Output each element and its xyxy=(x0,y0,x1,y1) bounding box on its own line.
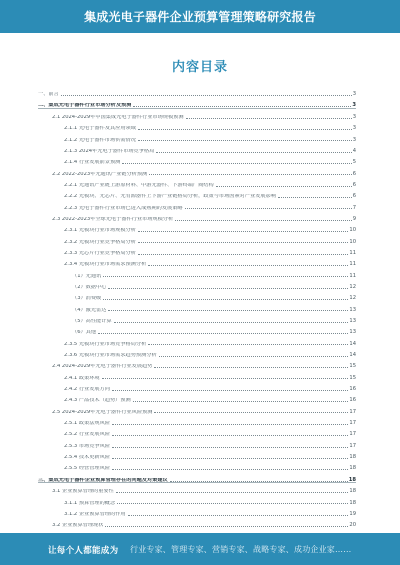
toc-entry[interactable] xyxy=(38,460,356,471)
toc-entry-page: 19 xyxy=(349,510,356,517)
toc-entry[interactable] xyxy=(38,120,356,131)
toc-entry-label: 2.1.1 光电子器件及其应用领域 xyxy=(64,126,136,132)
toc-entry-page: 4 xyxy=(352,147,356,154)
toc-leader-dots xyxy=(112,390,348,391)
toc-leader-dots xyxy=(122,163,351,164)
toc-entry-label: 一、前言 xyxy=(38,92,59,98)
toc-entry-page: 14 xyxy=(349,352,356,359)
toc-entry-label: （6）其他 xyxy=(72,330,97,336)
toc-entry-label: （1）光通讯 xyxy=(72,273,102,279)
toc-entry-page: 3 xyxy=(352,91,356,98)
toc-entry[interactable] xyxy=(38,370,356,381)
toc-leader-dots xyxy=(185,208,352,209)
toc-entry-label: （3）消费级 xyxy=(72,296,102,302)
toc-entry[interactable] xyxy=(38,494,356,505)
toc-entry[interactable] xyxy=(38,313,356,324)
toc-entry-page: 16 xyxy=(349,397,356,404)
toc-entry-label: 3.2 企业预算管理现状 xyxy=(52,523,104,529)
toc-entry-page: 18 xyxy=(349,465,356,472)
toc-entry-label: 2.4 2024-2029年光电子器件行业发展趋势 xyxy=(52,364,153,370)
toc-leader-dots xyxy=(112,424,348,425)
toc-entry[interactable] xyxy=(38,483,356,494)
toc-entry-page: 13 xyxy=(349,306,356,313)
toc-entry[interactable] xyxy=(38,381,356,392)
toc-entry-page: 20 xyxy=(349,522,356,529)
toc-entry-label: 2.3.2 光模块行业竞争格局分析 xyxy=(64,239,136,245)
toc-entry-page: 3 xyxy=(352,102,356,109)
toc-leader-dots xyxy=(216,186,352,187)
toc-leader-dots xyxy=(148,344,348,345)
toc-leader-dots xyxy=(156,152,351,153)
toc-entry[interactable] xyxy=(38,256,356,267)
toc-entry[interactable] xyxy=(38,347,356,358)
toc-leader-dots xyxy=(102,378,349,379)
toc-entry-page: 18 xyxy=(349,454,356,461)
toc-entry-page: 3 xyxy=(352,125,356,132)
toc-entry[interactable] xyxy=(38,143,356,154)
toc-entry-page: 15 xyxy=(349,374,356,381)
toc-entry-page: 10 xyxy=(349,238,356,245)
toc-entry-page: 17 xyxy=(349,408,356,415)
toc-entry-page: 6 xyxy=(352,193,356,200)
toc-leader-dots xyxy=(138,129,352,130)
toc-entry-page: 17 xyxy=(349,420,356,427)
report-header xyxy=(0,0,400,33)
toc-entry[interactable] xyxy=(38,449,356,460)
toc-entry-label: 3.1.1 预算管理的概念 xyxy=(64,500,116,506)
toc-leader-dots xyxy=(138,231,348,232)
toc-leader-dots xyxy=(154,412,348,413)
toc-entry-page: 18 xyxy=(349,499,356,506)
toc-entry-label: （2）数据中心 xyxy=(72,284,107,290)
toc-entry[interactable] xyxy=(38,426,356,437)
toc-entry-page: 14 xyxy=(349,340,356,347)
table-of-contents xyxy=(38,86,356,528)
toc-entry-label: 2.3.3 光芯片行业竞争格局分析 xyxy=(64,250,136,256)
toc-entry[interactable] xyxy=(38,188,356,199)
toc-leader-dots xyxy=(105,526,348,527)
toc-entry[interactable] xyxy=(38,86,356,97)
toc-entry[interactable] xyxy=(38,404,356,415)
toc-entry-page: 12 xyxy=(349,283,356,290)
toc-entry-label: 2.5.1 政策法规风险 xyxy=(64,421,110,427)
toc-entry-page: 11 xyxy=(349,261,356,268)
toc-entry-label: 三、集成光电子器件企业预算管理存在的问题及对策建议 xyxy=(38,477,168,483)
toc-leader-dots xyxy=(117,503,348,504)
report-footer xyxy=(0,533,400,565)
toc-leader-dots xyxy=(116,492,349,493)
toc-leader-dots xyxy=(61,95,352,96)
toc-entry[interactable] xyxy=(38,336,356,347)
toc-heading: 内容目录 xyxy=(171,60,228,75)
toc-entry-label: 2.5.3 市场竞争风险 xyxy=(64,443,110,449)
toc-entry[interactable] xyxy=(38,517,356,528)
toc-entry-label: 2.3.5 光模块行业市场竞争格局分析 xyxy=(64,341,147,347)
toc-entry-label: 3.1 企业预算管理的重要性 xyxy=(52,489,114,495)
toc-entry-label: 2.4.2 行业发展方向 xyxy=(64,387,110,393)
toc-entry[interactable] xyxy=(38,506,356,517)
toc-entry-label: 2.1.4 行业发展前景预测 xyxy=(64,160,121,166)
toc-leader-dots xyxy=(148,265,348,266)
toc-entry-label: 2.4.3 产品技术（趋势）预测 xyxy=(64,398,131,404)
toc-leader-dots xyxy=(186,118,352,119)
toc-entry-page: 13 xyxy=(349,329,356,336)
toc-entry-page: 15 xyxy=(349,363,356,370)
toc-entry-page: 10 xyxy=(349,227,356,234)
toc-entry[interactable] xyxy=(38,302,356,313)
toc-entry-label: 2.1.2 光电子器件市场供需情况 xyxy=(64,137,136,143)
toc-entry-page: 16 xyxy=(349,386,356,393)
toc-leader-dots xyxy=(175,220,352,221)
toc-entry-page: 3 xyxy=(352,136,356,143)
toc-entry-page: 7 xyxy=(352,204,356,211)
toc-entry-label: 2.1 2024-2029年中国集成光电子器件行业市场规模预测 xyxy=(52,114,184,120)
toc-leader-dots xyxy=(112,435,348,436)
toc-leader-dots xyxy=(138,140,352,141)
toc-entry-label: 3.1.2 企业预算管理的作用 xyxy=(64,511,126,517)
toc-entry-label: 2.3.4 光模块行业市场需求预测分析 xyxy=(64,262,147,268)
toc-entry-label: 2.2.2 光模块、光芯片、光有源器件上下游产业链格局分析，政策与市场因素对产业发展影响 xyxy=(64,194,276,200)
toc-leader-dots xyxy=(278,197,352,198)
toc-entry-page: 17 xyxy=(349,442,356,449)
toc-leader-dots xyxy=(108,288,348,289)
toc-leader-dots xyxy=(98,333,348,334)
toc-entry[interactable] xyxy=(38,245,356,256)
toc-entry[interactable] xyxy=(38,177,356,188)
footer-tagline: 行业专家、管理专家、营销专家、战略专家、成功企业家…… xyxy=(130,545,352,554)
toc-entry-page: 18 xyxy=(349,488,356,495)
toc-leader-dots xyxy=(114,322,349,323)
toc-leader-dots xyxy=(149,174,351,175)
toc-entry[interactable] xyxy=(38,211,356,222)
toc-entry-label: （5）高性能计算 xyxy=(72,319,112,325)
toc-entry-page: 17 xyxy=(349,431,356,438)
toc-entry[interactable] xyxy=(38,97,356,108)
toc-leader-dots xyxy=(133,401,349,402)
toc-entry[interactable] xyxy=(38,199,356,210)
toc-entry[interactable] xyxy=(38,131,356,142)
toc-entry[interactable] xyxy=(38,268,356,279)
toc-entry[interactable] xyxy=(38,358,356,369)
toc-entry-label: 2.5 2024-2029年光电子器件行业风险预测 xyxy=(52,409,153,415)
toc-entry-label: 2.3.6 光模块行业市场需求趋势预测分析 xyxy=(64,353,157,359)
toc-entry[interactable] xyxy=(38,324,356,335)
toc-entry-page: 12 xyxy=(349,295,356,302)
toc-entry-label: 2.3.1 光模块行业市场规模分析 xyxy=(64,228,136,234)
toc-entry[interactable] xyxy=(38,109,356,120)
toc-entry[interactable] xyxy=(38,165,356,176)
toc-entry[interactable] xyxy=(38,233,356,244)
toc-leader-dots xyxy=(138,242,348,243)
toc-entry-label: 2.5.5 经营管理风险 xyxy=(64,466,110,472)
toc-entry[interactable] xyxy=(38,415,356,426)
toc-entry-label: 2.2 2022-2023年光通讯产业链分析预测 xyxy=(52,171,148,177)
toc-entry[interactable] xyxy=(38,472,356,483)
toc-entry-label: （4）激光雷达 xyxy=(72,307,107,313)
toc-leader-dots xyxy=(138,254,348,255)
toc-entry-label: 二、集成光电子器件行业市场分析及预测 xyxy=(38,103,132,109)
toc-entry-label: 2.1.3 2024年光电子器件市场竞争格局 xyxy=(64,148,155,154)
report-title: 集成光电子器件企业预算管理策略研究报告 xyxy=(84,10,316,24)
toc-leader-dots xyxy=(112,469,348,470)
toc-entry-page: 18 xyxy=(348,476,356,483)
toc-entry-label: 2.2.1 光通讯产业链上游原材料、中游光器件、下游终端厂商结构 xyxy=(64,182,214,188)
toc-entry-label: 2.4.1 政策环境 xyxy=(64,375,100,381)
toc-leader-dots xyxy=(154,367,348,368)
footer-slogan: 让每个人都能成为 xyxy=(48,546,119,556)
toc-entry-page: 9 xyxy=(352,215,356,222)
toc-entry[interactable] xyxy=(38,279,356,290)
toc-entry-label: 2.5.4 技术更新风险 xyxy=(64,455,110,461)
toc-entry-page: 13 xyxy=(349,318,356,325)
toc-entry-page: 6 xyxy=(352,170,356,177)
toc-entry[interactable] xyxy=(38,222,356,233)
toc-entry[interactable] xyxy=(38,154,356,165)
toc-entry-page: 3 xyxy=(352,113,356,120)
toc-entry-page: 5 xyxy=(352,159,356,166)
toc-entry-label: 2.2.3 光电子器件行业市场已进入成熟期的发展策略 xyxy=(64,205,183,211)
toc-leader-dots xyxy=(108,310,348,311)
toc-leader-dots xyxy=(112,447,348,448)
toc-leader-dots xyxy=(112,458,348,459)
toc-entry[interactable] xyxy=(38,438,356,449)
toc-entry-page: 11 xyxy=(349,272,356,279)
toc-entry-page: 6 xyxy=(352,181,356,188)
toc-entry-page: 11 xyxy=(349,249,356,256)
toc-leader-dots xyxy=(128,515,349,516)
toc-entry-label: 2.5.2 行业发展风险 xyxy=(64,432,110,438)
toc-leader-dots xyxy=(103,299,348,300)
toc-entry[interactable] xyxy=(38,392,356,403)
toc-entry-label: 2.3 2022-2023年全球光电子器件行业市场规模分析 xyxy=(52,216,174,222)
toc-leader-dots xyxy=(159,356,349,357)
toc-entry[interactable] xyxy=(38,290,356,301)
toc-leader-dots xyxy=(103,276,348,277)
